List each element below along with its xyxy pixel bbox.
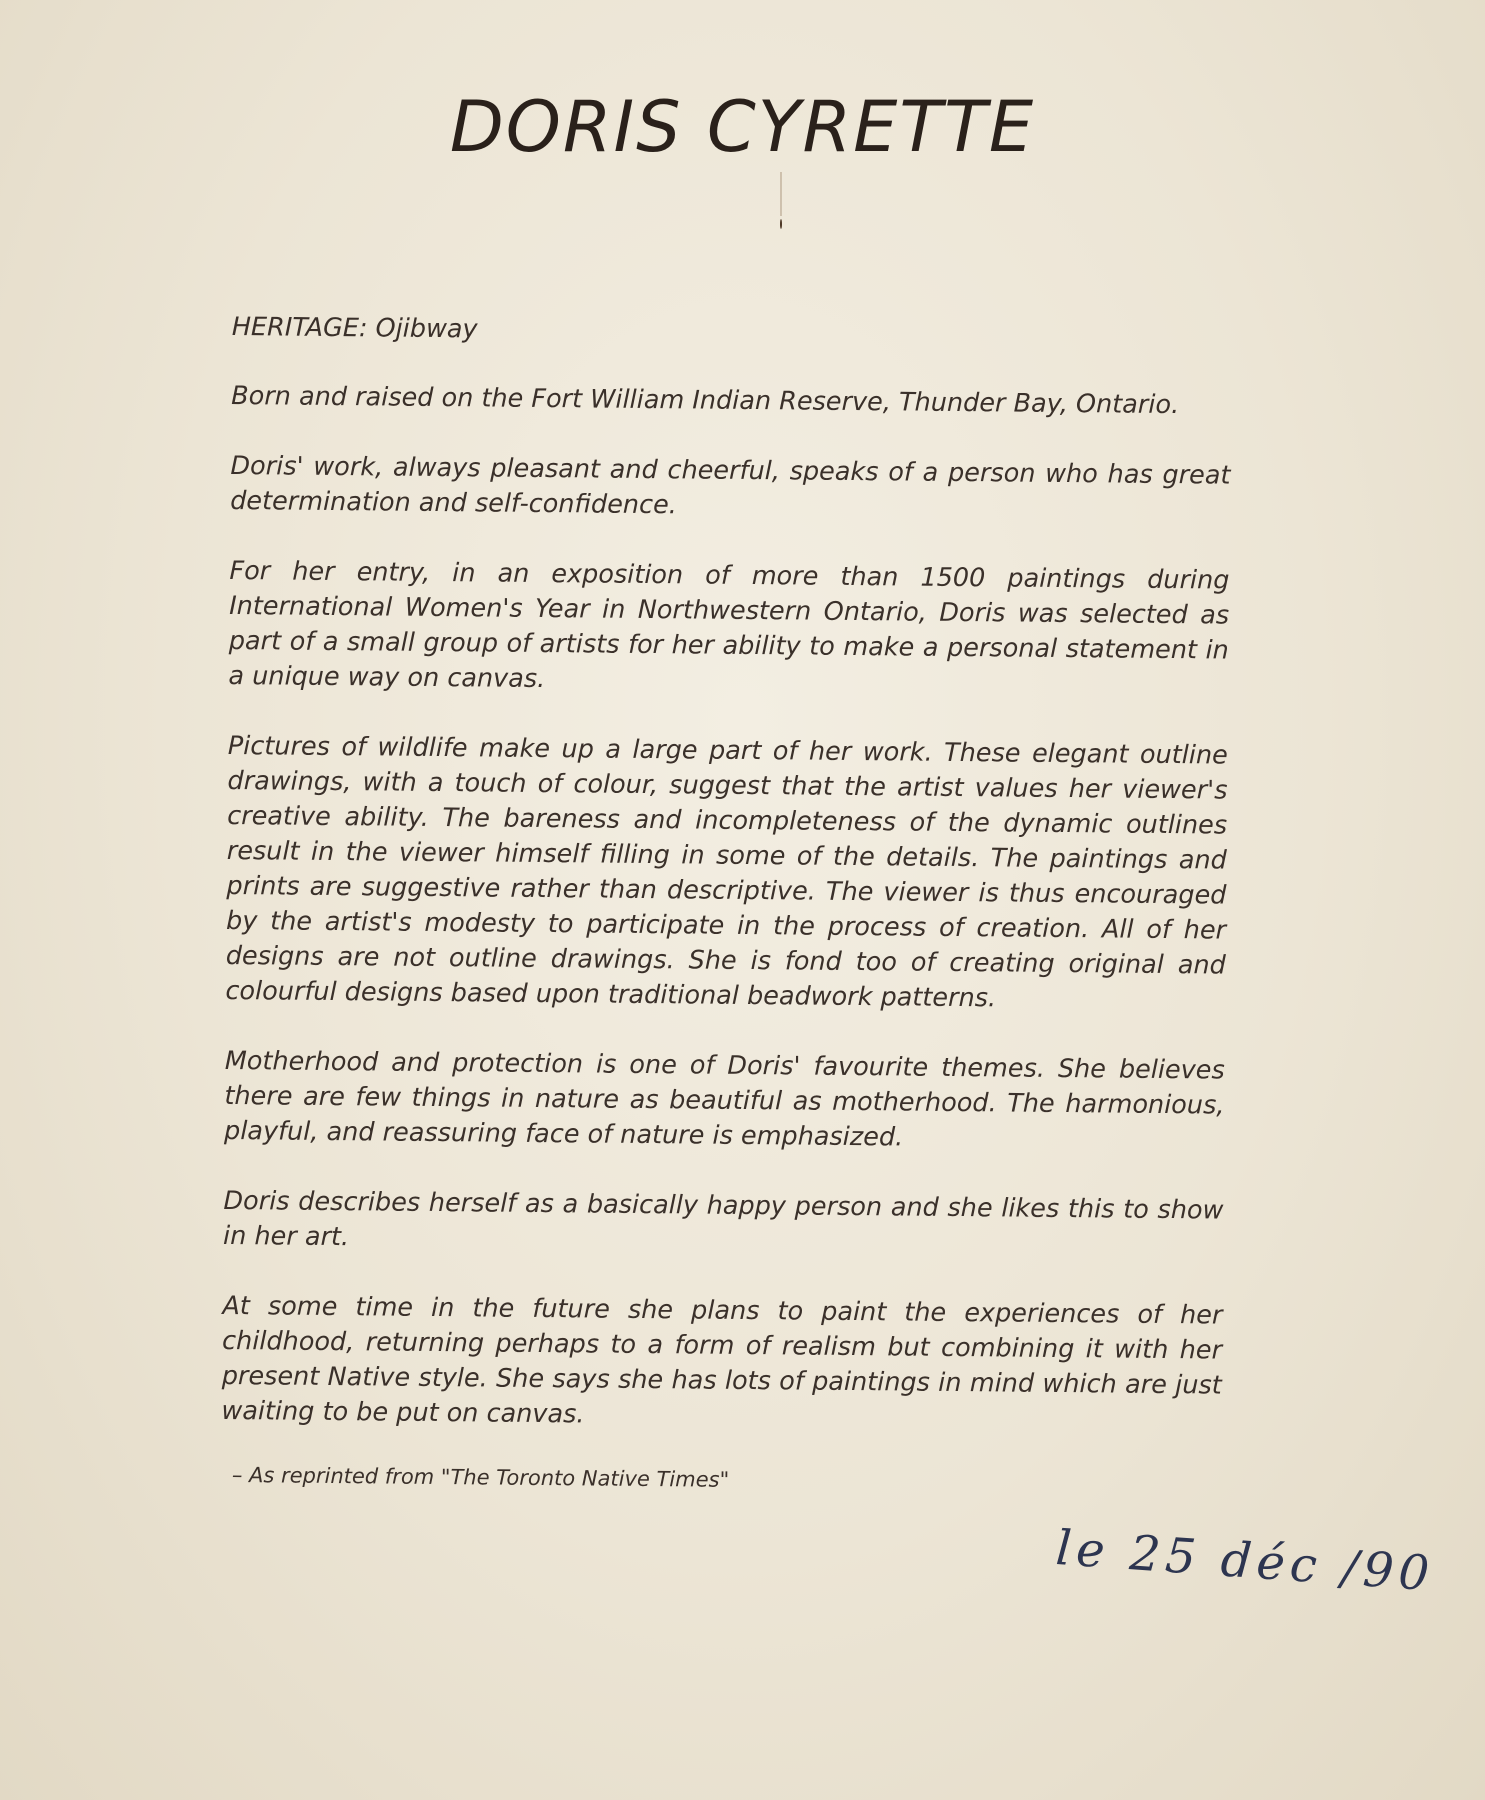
biography-text	[221, 310, 1232, 1474]
paragraph-birthplace: Born and raised on the Fort William Indian Reserve, Thunder Bay, Ontario.	[231, 380, 1180, 421]
paragraph-character: Doris' work, always pleasant and cheerful, speaks of a person who has great determination and self-confidence.	[230, 450, 1231, 521]
document-title: DORIS CYRETTE	[449, 86, 1036, 168]
source-credit: – As reprinted from "The Toronto Native Times"	[231, 1463, 730, 1492]
handwritten-date: le 25 déc /90	[1054, 1520, 1436, 1603]
paragraph-wildlife: Pictures of wildlife make up a large part of her work. These elegant outline drawings, with a touch of colour, suggest that the artist values her viewer's creative ability. The bareness and incompleteness of the dynamic outlines result in the viewer himself filling in some of the details. The paintings and prints are suggestive rather than descriptive. The viewer is thus encouraged by the artist's modesty to participate in the process of creation. All of her designs are not outline drawings. She is fond too of creating original and colourful designs based upon traditional beadwork patterns.	[225, 730, 1228, 1014]
paragraph-happy-person: Doris describes herself as a basically happy person and she likes this to show in her art.	[222, 1185, 1224, 1253]
paragraph-future-plans: At some time in the future she plans to paint the experiences of her childhood, returning perhaps to a form of realism but combining it with her present Native style. She says she has lots of paintings in mind which are just waiting to be put on canvas.	[221, 1290, 1223, 1430]
ink-stain	[780, 172, 782, 232]
paragraph-motherhood: Motherhood and protection is one of Doris' favourite themes. She believes there are few things in nature as beautiful as motherhood. The harmonious, playful, and reassuring face of nature is emphasized.	[223, 1045, 1225, 1153]
paragraph-exposition: For her entry, in an exposition of more than 1500 paintings during International Women's Year in Northwestern Ontario, Doris was selected as part of a small group of artists for her ability to make a personal statement in a unique way on canvas.	[228, 555, 1230, 695]
heritage-line: HERITAGE: Ojibway	[231, 311, 478, 345]
